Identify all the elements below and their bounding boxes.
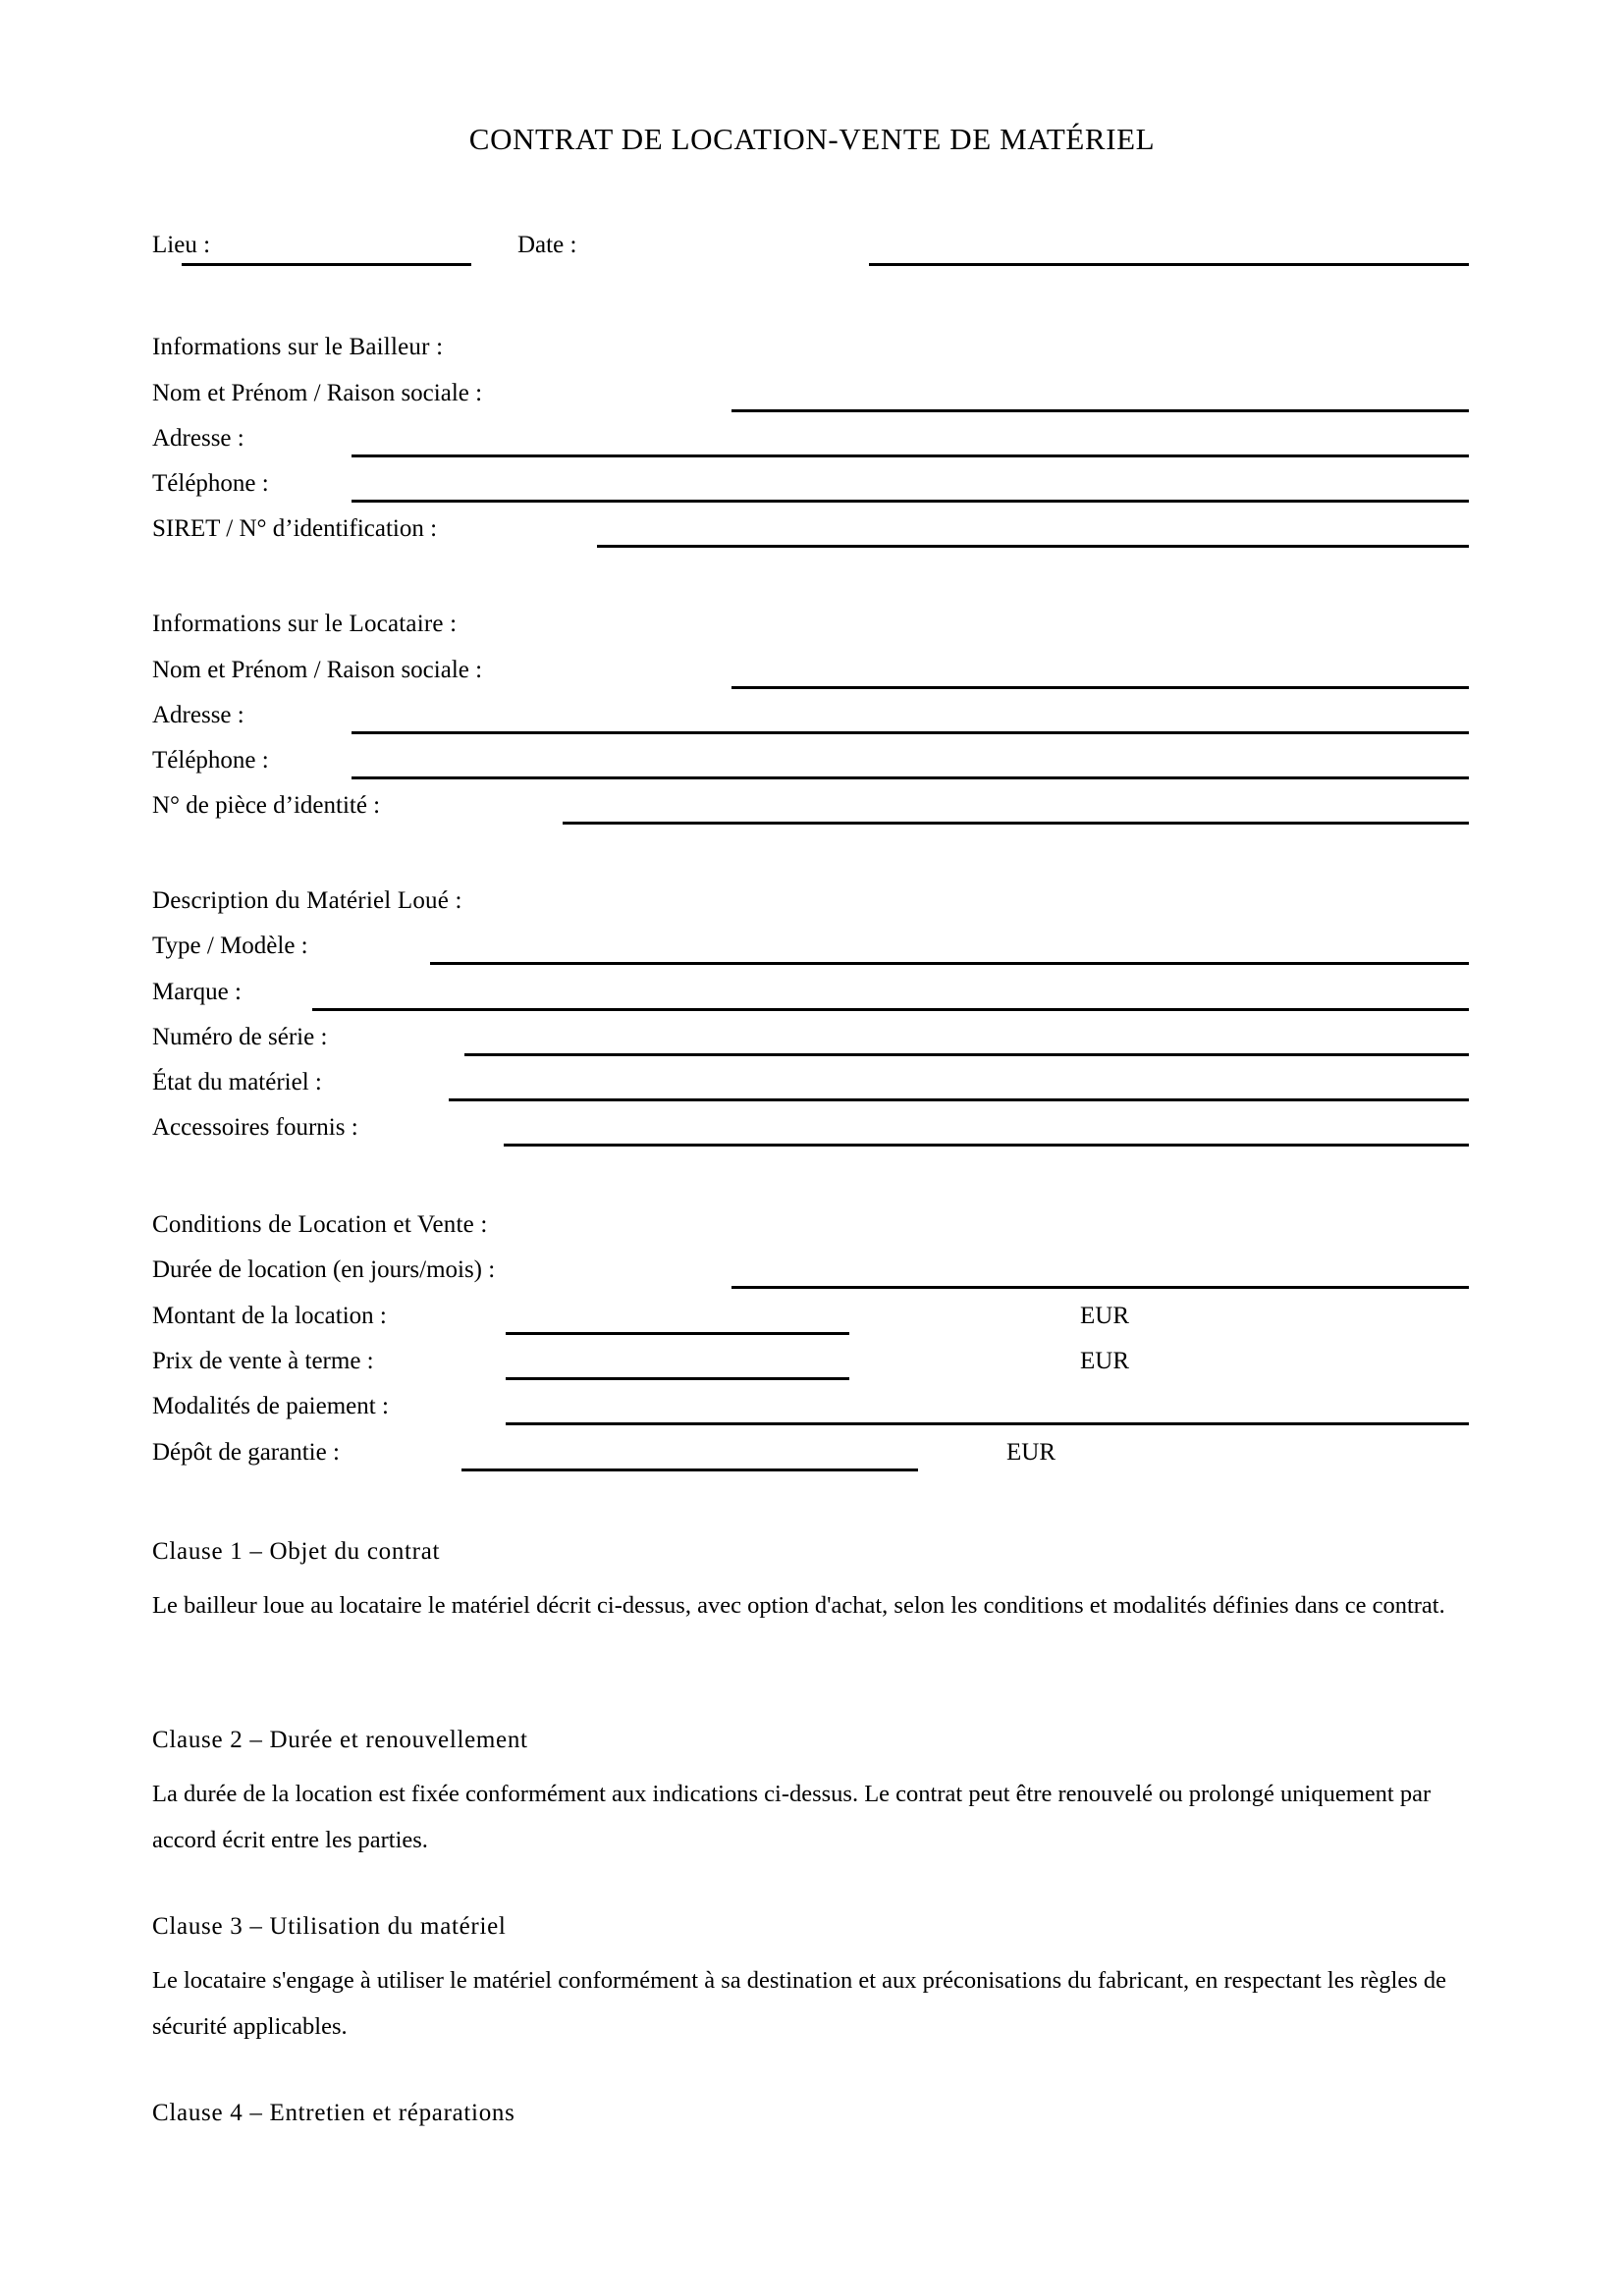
clause-1-title: Clause 1 – Objet du contrat bbox=[152, 1538, 441, 1565]
bailleur-adresse-input-line[interactable] bbox=[352, 454, 1469, 457]
prix-vente-currency: EUR bbox=[1080, 1348, 1129, 1374]
clause-2-body: La durée de la location est fixée conformément aux indications ci-dessus. Le contrat peut être renouvelé ou prolongé uniquement par accord écrit entre les parties. bbox=[152, 1781, 1432, 1853]
section-heading-bailleur: Informations sur le Bailleur : bbox=[152, 334, 444, 360]
section-heading-locataire: Informations sur le Locataire : bbox=[152, 611, 458, 637]
locataire-telephone-input-line[interactable] bbox=[352, 776, 1469, 779]
depot-garantie-currency: EUR bbox=[1006, 1439, 1056, 1466]
materiel-numero-serie-input-line[interactable] bbox=[464, 1053, 1469, 1056]
clause-1-body: Le bailleur loue au locataire le matériel décrit ci-dessus, avec option d'achat, selon les conditions et modalités définies dans ce contrat. bbox=[152, 1592, 1445, 1619]
materiel-type-input-line[interactable] bbox=[430, 962, 1469, 965]
date-label: Date : bbox=[517, 232, 577, 258]
form-row-materiel-marque bbox=[152, 977, 1546, 1016]
materiel-etat-label: État du matériel : bbox=[152, 1069, 322, 1095]
clause-4-title: Clause 4 – Entretien et réparations bbox=[152, 2100, 515, 2126]
section-heading-materiel: Description du Matériel Loué : bbox=[152, 887, 462, 914]
materiel-marque-input-line[interactable] bbox=[312, 1008, 1469, 1011]
montant-location-currency: EUR bbox=[1080, 1303, 1129, 1329]
duree-location-input-line[interactable] bbox=[731, 1286, 1469, 1289]
form-row-locataire-nom bbox=[152, 655, 1546, 694]
materiel-marque-label: Marque : bbox=[152, 979, 242, 1005]
montant-location-input-line[interactable] bbox=[506, 1332, 849, 1335]
form-row-modalites-paiement bbox=[152, 1391, 1546, 1430]
prix-vente-input-line[interactable] bbox=[506, 1377, 849, 1380]
form-row-locataire-piece-identite bbox=[152, 790, 1546, 829]
locataire-nom-label: Nom et Prénom / Raison sociale : bbox=[152, 657, 483, 683]
bailleur-telephone-input-line[interactable] bbox=[352, 500, 1469, 503]
depot-garantie-label: Dépôt de garantie : bbox=[152, 1439, 340, 1466]
form-row-montant-location bbox=[152, 1301, 1546, 1340]
locataire-piece-identite-input-line[interactable] bbox=[563, 822, 1469, 825]
date-input-line[interactable] bbox=[869, 263, 1469, 266]
form-row-materiel-accessoires bbox=[152, 1112, 1546, 1151]
form-row-materiel-numero-serie bbox=[152, 1022, 1546, 1061]
montant-location-label: Montant de la location : bbox=[152, 1303, 387, 1329]
depot-garantie-input-line[interactable] bbox=[461, 1468, 918, 1471]
materiel-numero-serie-label: Numéro de série : bbox=[152, 1024, 328, 1050]
lieu-label: Lieu : bbox=[152, 232, 211, 258]
modalites-paiement-input-line[interactable] bbox=[506, 1422, 1469, 1425]
form-row-locataire-telephone bbox=[152, 745, 1546, 784]
locataire-adresse-label: Adresse : bbox=[152, 702, 244, 728]
bailleur-siret-label: SIRET / N° d’identification : bbox=[152, 515, 438, 542]
bailleur-nom-input-line[interactable] bbox=[731, 409, 1469, 412]
form-row-locataire-adresse bbox=[152, 700, 1546, 739]
form-row-duree-location bbox=[152, 1255, 1546, 1294]
form-row-bailleur-adresse bbox=[152, 423, 1546, 462]
locataire-telephone-label: Téléphone : bbox=[152, 747, 269, 774]
lieu-input-line[interactable] bbox=[182, 263, 471, 266]
clause-2-title: Clause 2 – Durée et renouvellement bbox=[152, 1727, 528, 1753]
form-row-materiel-type bbox=[152, 931, 1546, 970]
bailleur-nom-label: Nom et Prénom / Raison sociale : bbox=[152, 380, 483, 406]
section-heading-conditions: Conditions de Location et Vente : bbox=[152, 1211, 488, 1238]
prix-vente-label: Prix de vente à terme : bbox=[152, 1348, 374, 1374]
duree-location-label: Durée de location (en jours/mois) : bbox=[152, 1256, 496, 1283]
form-row-materiel-etat bbox=[152, 1067, 1546, 1106]
form-row-bailleur-siret bbox=[152, 513, 1546, 553]
form-row-lieu-date bbox=[152, 230, 1546, 269]
bailleur-siret-input-line[interactable] bbox=[597, 545, 1469, 548]
form-row-prix-vente bbox=[152, 1346, 1546, 1385]
modalites-paiement-label: Modalités de paiement : bbox=[152, 1393, 389, 1419]
clause-3-body: Le locataire s'engage à utiliser le matériel conformément à sa destination et aux préconisations du fabricant, en respectant les règles de sécurité applicables. bbox=[152, 1967, 1447, 2040]
locataire-adresse-input-line[interactable] bbox=[352, 731, 1469, 734]
materiel-accessoires-label: Accessoires fournis : bbox=[152, 1114, 358, 1141]
form-row-bailleur-telephone bbox=[152, 468, 1546, 507]
clause-3-title: Clause 3 – Utilisation du matériel bbox=[152, 1913, 507, 1940]
locataire-nom-input-line[interactable] bbox=[731, 686, 1469, 689]
bailleur-telephone-label: Téléphone : bbox=[152, 470, 269, 497]
materiel-type-label: Type / Modèle : bbox=[152, 933, 308, 959]
bailleur-adresse-label: Adresse : bbox=[152, 425, 244, 452]
materiel-accessoires-input-line[interactable] bbox=[504, 1144, 1469, 1147]
locataire-piece-identite-label: N° de pièce d’identité : bbox=[152, 792, 381, 819]
page-title: CONTRAT DE LOCATION-VENTE DE MATÉRIEL bbox=[468, 122, 1156, 156]
form-row-bailleur-nom bbox=[152, 378, 1546, 417]
materiel-etat-input-line[interactable] bbox=[449, 1098, 1469, 1101]
form-row-depot-garantie bbox=[152, 1437, 1546, 1476]
